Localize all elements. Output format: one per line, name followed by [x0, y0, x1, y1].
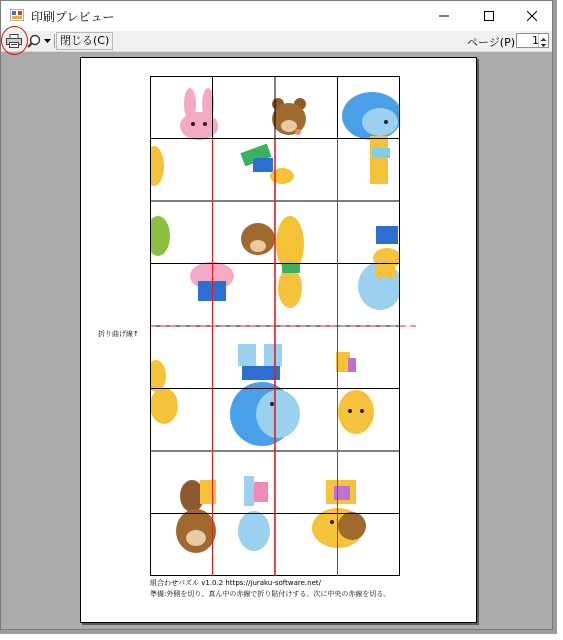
magnifier-icon: [27, 34, 41, 48]
cut-lines: [213, 139, 338, 577]
toolbar-separator: [54, 34, 55, 48]
elephant-piece: [342, 92, 400, 140]
maximize-icon: [484, 11, 494, 21]
page-number-stepper[interactable]: [516, 33, 549, 48]
page-number-value: 1: [532, 34, 539, 47]
print-preview-app-icon: [10, 9, 24, 21]
page-label: ページ(P): [467, 36, 515, 49]
minimize-button[interactable]: [422, 1, 466, 31]
close-window-button[interactable]: [510, 1, 554, 31]
close-icon: [527, 11, 537, 21]
chevron-down-icon: [44, 38, 52, 44]
spin-updown-icon: [539, 36, 548, 49]
elephant-bottom-piece: [150, 344, 356, 446]
footer-version-line: 組合わせパズル v1.0.2 https://juraku-software.net/: [150, 579, 321, 587]
spin-arrows[interactable]: [538, 34, 548, 47]
preview-toolbar: [1, 31, 552, 52]
bear-piece: [272, 98, 306, 135]
footer-instructions-line: 準備:外側を切り、真ん中の赤線で折り貼付けする。次に中央の赤線を切る。: [150, 590, 391, 598]
fold-line-label: 折り曲げ線↑: [98, 330, 139, 338]
close-preview-button[interactable]: 閉じる(C): [56, 32, 113, 50]
bear-bottom-piece: [180, 476, 356, 512]
highlight-circle: [1, 26, 28, 55]
title-bar: [1, 1, 552, 31]
zoom-dropdown-button[interactable]: [27, 32, 53, 50]
minimize-icon: [439, 11, 449, 21]
fold-line: [150, 325, 416, 327]
window-title: 印刷プレビュー: [31, 10, 115, 24]
tiger-piece: [150, 136, 390, 186]
rabbit-bottom-piece: [190, 262, 400, 310]
maximize-button[interactable]: [467, 1, 511, 31]
